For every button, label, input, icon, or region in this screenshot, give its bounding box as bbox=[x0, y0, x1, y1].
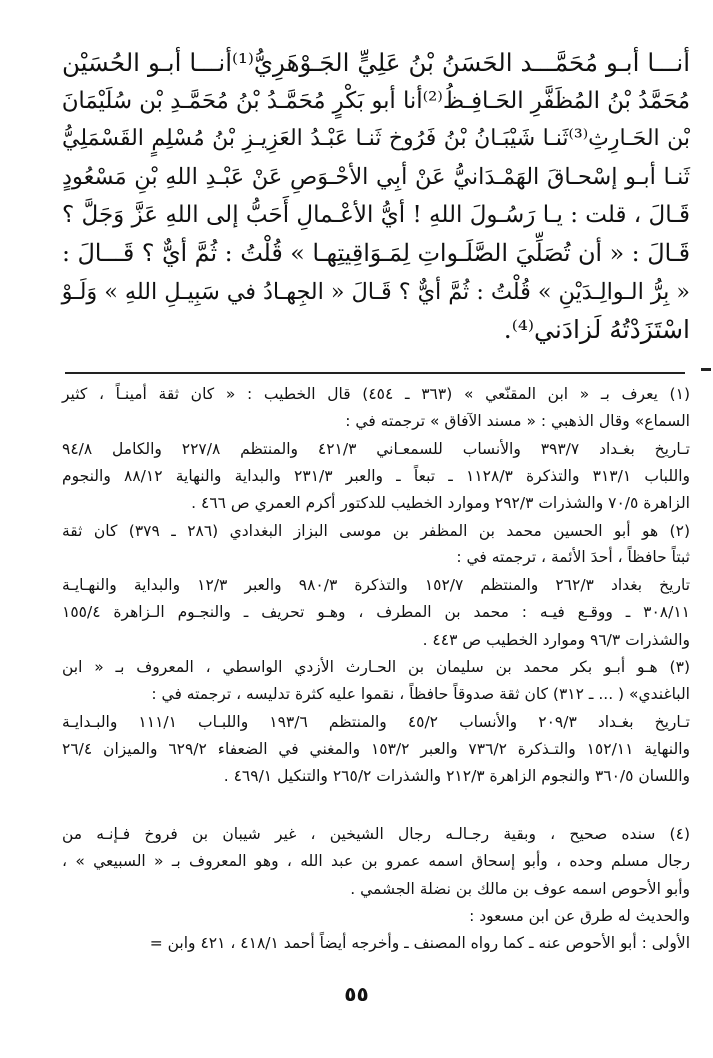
footnote-line: تـاريخ بغـداد ٢٠٩/٣ والأنساب ٤٥/٢ والمنتظم ١٩٣/٦ واللبـاب ١١١/١ والبـدايـة bbox=[62, 713, 690, 731]
footnote-line: (٤) سنده صحيح ، وبقية رجـالـه رجال الشيخين ، غير شيبان بن فروخ فـإنـه من bbox=[62, 825, 690, 843]
footnote-line: تـاريخ بغـداد ٣٩٣/٧ والأنساب للسمعـاني ٤٢١/٣ والمنتظم ٢٢٧/٨ والكامل ٩٤/٨ bbox=[62, 440, 690, 458]
footnote-separator-line bbox=[65, 372, 685, 374]
main-text-line: قَـالَ : « أن تُصَلِّيَ الصَّلَـواتِ لِمَـوَاقِيتِهـا » قُلْتُ : ثُمَّ أيٌّ ؟ قَـــالَ : bbox=[61, 239, 690, 267]
footnote-line: والنهاية ١٥٢/١١ والتـذكرة ٧٣٦/٢ والعبر ١٥٣/٢ والمغني في الضعفاء ٦٢٩/٢ والميزان ٢٦/٤ bbox=[62, 740, 690, 758]
footnote-line: (١) يعرف بـ « ابن المقنّعي » (٣٦٣ ـ ٤٥٤) قال الخطيب : « كان ثقة أمينـاً ، كثير bbox=[62, 385, 690, 403]
footnote-line: الأولى : أبو الأحوص عنه ـ كما رواه المصنف ـ وأخرجه أيضاً أحمد ٤١٨/١ ، ٤٢١ وابن = bbox=[149, 934, 690, 952]
footnote-line: والحديث له طرق عن ابن مسعود : bbox=[469, 907, 690, 925]
main-text-line: أنـــا أبـو مُحَمَّـــد الحَسَنُ بْنُ عَلِيٍّ الجَـوْهَرِيُّ⁽¹⁾أنـــا أبـو الحُسَيْن bbox=[62, 48, 690, 77]
main-text-line: اسْتَزَدْتُهُ لَزادَني⁽⁴⁾. bbox=[503, 315, 690, 344]
main-text-line: « بِرُّ الـوالِـدَيْنِ » قُلْتُ : ثُمَّ أيٌّ ؟ قَـالَ « الجِهـادُ في سَبِيـلِ اللهِ » وَلَـوْ bbox=[61, 279, 690, 305]
footnote-line: ثبتاً حافظاً ، أحدَ الأئمة ، ترجمته في : bbox=[456, 548, 690, 566]
main-text-line: بْن الحَـارِثِ⁽³⁾ثَنـا شَيْبَـانُ بْنُ فَرُوخ ثَنـا عَبْـدُ العَزِيـزِ بْنُ مُسْلِمٍ القَسْمَلِيُّ bbox=[62, 126, 690, 151]
footnote-line: الزاهرة ٧٠/٥ والشذرات ٢٩٢/٣ وموارد الخطيب للدكتور أكرم العمري ص ٤٦٦ . bbox=[191, 494, 690, 512]
main-text-line: قَـالَ ، قلت : يـا رَسُـولَ اللهِ ! أيُّ الأعْـمالِ أَحَبُّ إلى اللهِ عَزَّ وَجَلَّ ؟ bbox=[62, 202, 690, 228]
footnote-line: السماع» وقال الذهبي : « مسند الآفاق » ترجمته في : bbox=[345, 412, 690, 430]
page-number: ٥٥ bbox=[344, 982, 369, 1006]
footnote-line: والشذرات ٩٦/٣ وموارد الخطيب ص ٤٤٣ . bbox=[422, 631, 690, 649]
footnote-line: الباغندي» ( ... ـ ٣١٢) كان ثقة صدوقاً حافظاً ، نقموا عليه كثرة تدليسه ، ترجمته في : bbox=[151, 685, 690, 703]
footnote-line: رجال مسلم وحده ، وأبو إسحاق اسمه عمرو بن عبد الله ، وهو المعروف بـ « السبيعي » ، bbox=[62, 852, 690, 870]
footnote-line: تاريخ بغداد ٢٦٢/٣ والمنتظم ١٥٢/٧ والتذكرة ٩٨٠/٣ والعبر ١٢/٣ والبداية والنهـايـة bbox=[62, 576, 691, 594]
main-text-line: مُحَمَّدُ بْنُ المُظَفَّرِ الحَـافِـظُ⁽²⁾أنا أبو بَكْرٍ مُحَمَّـدُ بْنُ مُحَمَّـدِ بْن سُلَيْمَانَ bbox=[61, 88, 690, 114]
margin-mark bbox=[701, 368, 711, 371]
footnote-line: واللباب ٣١٣/١ والتذكرة ١١٢٨/٣ ـ تبعاً ـ والعبر ٢٣١/٣ والبداية والنهاية ٨٨/١٢ والنجوم bbox=[62, 467, 690, 485]
footnote-line: وأبو الأحوص اسمه عوف بن مالك بن نضلة الجشمي . bbox=[350, 880, 690, 898]
footnote-line: (٢) هو أبو الحسين محمد بن المظفر بن موسى البزاز البغدادي (٢٨٦ ـ ٣٧٩) كان ثقة bbox=[62, 522, 690, 540]
footnote-line: واللسان ٣٦٠/٥ والنجوم الزاهرة ٢١٢/٣ والشذرات ٢٦٥/٢ والتنكيل ٤٦٩/١ . bbox=[223, 767, 690, 785]
main-text-line: ثَنـا أبـو إسْحـاقَ الهَمْـدَانيُّ عَنْ أبِي الأحْـوَصِ عَنْ عَبْـدِ اللهِ بْنِ مَسْعُودٍ bbox=[62, 164, 690, 190]
footnote-line: (٣) هـو أبـو بكر محمد بن سليمان بن الحـارث الأزدي الواسطي ، المعروف بـ « ابن bbox=[62, 658, 690, 676]
footnote-line: ٣٠٨/١١ ـ ووقـع فيـه : محمد بن المطرف ، وهـو تحريف ـ والنجـوم الـزاهرة ١٥٥/٤ bbox=[62, 603, 690, 621]
